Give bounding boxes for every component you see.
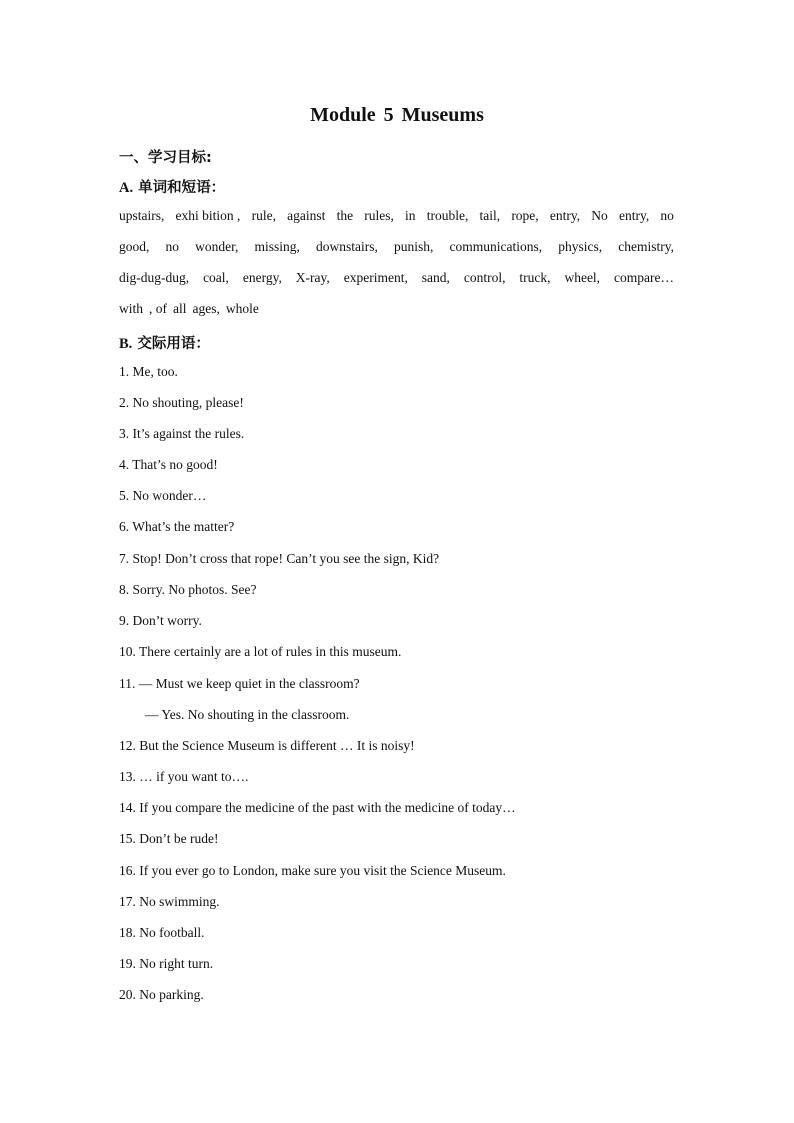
vocab-word: in <box>405 208 416 223</box>
vocab-line <box>119 239 674 255</box>
vocab-line <box>119 270 674 286</box>
section-heading-communication <box>119 332 210 353</box>
phrase-item: 17. No swimming. <box>119 894 220 909</box>
phrase-item: 14. If you compare the medicine of the past with the medicine of today… <box>119 800 516 815</box>
phrase-item: 13. … if you want to…. <box>119 769 249 784</box>
section-letter: B. <box>119 336 133 352</box>
phrase-item: 5. No wonder… <box>119 488 207 503</box>
phrase-item: 16. If you ever go to London, make sure you visit the Science Museum. <box>119 863 506 878</box>
vocab-word: trouble, <box>426 208 469 223</box>
phrase-item: 20. No parking. <box>119 987 204 1002</box>
vocab-word: chemistry, <box>618 239 674 254</box>
vocab-word: all <box>173 301 187 316</box>
vocab-word: entry, <box>618 208 650 223</box>
vocab-word: exhi bition , <box>175 208 241 223</box>
vocab-word: energy, <box>242 270 282 285</box>
vocab-word: X-ray, <box>295 270 330 285</box>
vocab-line <box>119 208 674 224</box>
vocab-word: coal, <box>203 270 229 285</box>
vocab-word: physics, <box>558 239 603 254</box>
vocab-word: compare… <box>614 270 674 285</box>
vocab-word: rules, <box>364 208 394 223</box>
vocab-line <box>119 301 674 317</box>
phrase-item: 19. No right turn. <box>119 956 214 971</box>
phrase-item: 8. Sorry. No photos. See? <box>119 582 257 597</box>
phrase-item: 18. No football. <box>119 925 205 940</box>
phrase-item: 11. — Must we keep quiet in the classroom? <box>119 676 360 691</box>
section-label: 交际用语： <box>137 336 210 352</box>
vocab-word: , of <box>149 301 168 316</box>
phrase-item: 9. Don’t worry. <box>119 613 202 628</box>
phrase-item: 15. Don’t be rude! <box>119 831 219 846</box>
section-heading-vocabulary <box>119 176 225 197</box>
vocab-word: dig-dug-dug, <box>119 270 190 285</box>
vocab-word: with <box>119 301 144 316</box>
vocab-word: the <box>336 208 354 223</box>
vocab-word: control, <box>463 270 506 285</box>
vocab-word: missing, <box>254 239 300 254</box>
vocab-word: truck, <box>519 270 551 285</box>
vocab-word: upstairs, <box>119 208 165 223</box>
vocab-word: no <box>660 208 674 223</box>
vocab-word: rule, <box>251 208 276 223</box>
page-title: Module 5 Museums <box>310 104 484 126</box>
vocab-word: sand, <box>421 270 450 285</box>
vocab-word: communications, <box>449 239 543 254</box>
phrase-item: 10. There certainly are a lot of rules in this museum. <box>119 644 402 659</box>
section-label: 单词和短语： <box>138 180 226 196</box>
vocab-word: punish, <box>394 239 434 254</box>
vocab-word: wheel, <box>564 270 601 285</box>
vocab-word: against <box>287 208 326 223</box>
phrase-item-answer: — Yes. No shouting in the classroom. <box>145 707 350 722</box>
vocab-word: downstairs, <box>316 239 378 254</box>
vocab-word: whole <box>225 301 259 316</box>
phrase-item: 6. What’s the matter? <box>119 519 235 534</box>
vocab-word: experiment, <box>343 270 408 285</box>
section-heading-learning-objectives: 一、学习目标: <box>119 150 212 166</box>
vocab-word: no <box>165 239 179 254</box>
phrase-item: 1. Me, too. <box>119 364 178 379</box>
phrase-item: 4. That’s no good! <box>119 457 218 472</box>
vocab-word: good, <box>119 239 150 254</box>
vocab-word: ages, <box>192 301 220 316</box>
section-letter: A. <box>119 180 134 196</box>
phrase-item: 12. But the Science Museum is different … It is noisy! <box>119 738 415 753</box>
vocab-word: entry, <box>549 208 581 223</box>
phrase-item: 3. It’s against the rules. <box>119 426 245 441</box>
vocab-word: wonder, <box>195 239 239 254</box>
vocab-word: rope, <box>511 208 539 223</box>
vocab-word: No <box>591 208 608 223</box>
phrase-item: 7. Stop! Don’t cross that rope! Can’t you see the sign, Kid? <box>119 551 440 566</box>
vocab-word: tail, <box>479 208 501 223</box>
phrase-item: 2. No shouting, please! <box>119 395 244 410</box>
